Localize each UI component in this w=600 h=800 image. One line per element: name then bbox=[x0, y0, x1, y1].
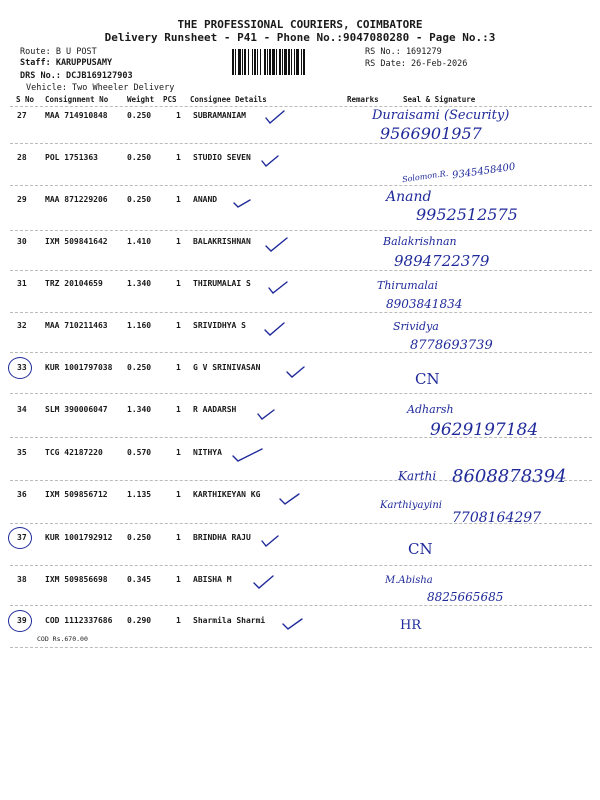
row-weight: 1.160 bbox=[127, 321, 152, 330]
signature-phone: 8825665685 bbox=[427, 590, 504, 604]
row-pcs: 1 bbox=[176, 363, 181, 372]
row-sno: 29 bbox=[17, 195, 27, 204]
row-consignment: POL 1751363 bbox=[45, 153, 98, 162]
signature-name: Adharsh bbox=[407, 403, 454, 416]
row-weight: 1.410 bbox=[127, 237, 152, 246]
row-sno: 30 bbox=[17, 237, 27, 246]
row-consignment: MAA 710211463 bbox=[45, 321, 108, 330]
signature-name: Anand bbox=[386, 189, 432, 205]
row-weight: 0.570 bbox=[127, 448, 152, 457]
row-pcs: 1 bbox=[176, 153, 181, 162]
rs-number: RS No.: 1691279 bbox=[365, 47, 442, 57]
row-pcs: 1 bbox=[176, 490, 181, 499]
tick-icon bbox=[262, 156, 278, 166]
tick-icon bbox=[262, 536, 278, 546]
row-consignee: ANAND bbox=[193, 195, 218, 204]
col-consignment: Consignment No bbox=[45, 95, 109, 104]
row-consignee: BRINDHA RAJU bbox=[193, 533, 251, 542]
row-consignment: KUR 1001797038 bbox=[45, 363, 113, 372]
signature-phone: 9952512575 bbox=[416, 205, 518, 224]
row-pcs: 1 bbox=[176, 448, 181, 457]
row-sno: 28 bbox=[17, 153, 27, 162]
signature-name: CN bbox=[415, 370, 440, 388]
row-consignee: KARTHIKEYAN KG bbox=[193, 490, 261, 499]
row-pcs: 1 bbox=[176, 237, 181, 246]
row-sno: 38 bbox=[17, 575, 27, 584]
row-pcs: 1 bbox=[176, 279, 181, 288]
staff-label: Staff: KARUPPUSAMY bbox=[20, 58, 113, 68]
company-title: THE PROFESSIONAL COURIERS, COIMBATORE bbox=[177, 18, 423, 31]
row-sno: 27 bbox=[17, 111, 27, 120]
route-label: Route: B U POST bbox=[20, 47, 97, 57]
row-consignee: R AADARSH bbox=[193, 405, 237, 414]
row-sno: 32 bbox=[17, 321, 27, 330]
row-pcs: 1 bbox=[176, 533, 181, 542]
row-pcs: 1 bbox=[176, 321, 181, 330]
signature-phone: 9345458400 bbox=[451, 161, 517, 182]
tick-icon bbox=[280, 494, 299, 504]
row-consignment: TRZ 20104659 bbox=[45, 279, 103, 288]
signature-name-extra: Karthiyayini bbox=[380, 500, 442, 511]
row-consignment: TCG 42187220 bbox=[45, 448, 103, 457]
row-weight: 1.340 bbox=[127, 405, 152, 414]
col-consignee: Consignee Details bbox=[190, 95, 267, 104]
row-consignee: G V SRINIVASAN bbox=[193, 363, 261, 372]
rs-date: RS Date: 26-Feb-2026 bbox=[365, 59, 468, 69]
row-pcs: 1 bbox=[176, 111, 181, 120]
row-weight: 1.135 bbox=[127, 490, 152, 499]
row-weight: 0.290 bbox=[127, 616, 152, 625]
col-weight: Weight bbox=[127, 95, 155, 104]
tick-icon bbox=[265, 323, 284, 335]
row-sno: 34 bbox=[17, 405, 27, 414]
signature-name: Karthi bbox=[398, 469, 437, 483]
row-consignee: STUDIO SEVEN bbox=[193, 153, 251, 162]
signature-name: HR bbox=[400, 618, 422, 633]
drs-label: DRS No.: DCJB169127903 bbox=[20, 71, 133, 81]
row-weight: 0.250 bbox=[127, 363, 152, 372]
signature-phone: 9894722379 bbox=[394, 252, 490, 270]
tick-icon bbox=[266, 238, 287, 251]
runsheet-title: Delivery Runsheet - P41 - Phone No.:9047080280 - Page No.:3 bbox=[104, 31, 496, 44]
row-pcs: 1 bbox=[176, 195, 181, 204]
row-consignee: THIRUMALAI S bbox=[193, 279, 251, 288]
row-sno: 31 bbox=[17, 279, 27, 288]
tick-icon bbox=[266, 111, 284, 123]
signature-name: Balakrishnan bbox=[383, 235, 457, 248]
row-consignee: ABISHA M bbox=[193, 575, 232, 584]
row-consignment: COD 1112337686 bbox=[45, 616, 113, 625]
row-sno: 33 bbox=[17, 363, 27, 372]
signature-name: Duraisami (Security) bbox=[372, 108, 510, 123]
row-sno: 39 bbox=[17, 616, 27, 625]
row-weight: 0.250 bbox=[127, 153, 152, 162]
row-sno: 36 bbox=[17, 490, 27, 499]
tick-icon bbox=[283, 619, 302, 629]
cod-amount: COD Rs.670.00 bbox=[37, 635, 88, 643]
row-consignment: KUR 1001792912 bbox=[45, 533, 113, 542]
signature-name: CN bbox=[408, 540, 433, 558]
col-signature: Seal & Signature bbox=[403, 95, 476, 104]
row-weight: 0.250 bbox=[127, 195, 152, 204]
signature-phone: 9566901957 bbox=[380, 124, 482, 143]
row-weight: 1.340 bbox=[127, 279, 152, 288]
row-sno: 37 bbox=[17, 533, 27, 542]
row-pcs: 1 bbox=[176, 405, 181, 414]
signature-phone: 9629197184 bbox=[430, 420, 539, 440]
col-remarks: Remarks bbox=[347, 95, 379, 104]
tick-icon bbox=[258, 410, 274, 419]
row-sno: 35 bbox=[17, 448, 27, 457]
signature-name: Thirumalai bbox=[377, 279, 438, 292]
row-consignee: BALAKRISHNAN bbox=[193, 237, 251, 246]
row-consignment: SLM 390006047 bbox=[45, 405, 108, 414]
row-pcs: 1 bbox=[176, 616, 181, 625]
row-consignee: SRIVIDHYA S bbox=[193, 321, 246, 330]
row-consignment: IXM 509856698 bbox=[45, 575, 108, 584]
tick-icon bbox=[254, 576, 273, 588]
row-consignment: IXM 509841642 bbox=[45, 237, 108, 246]
signature-name: Srividya bbox=[393, 320, 439, 333]
row-weight: 0.250 bbox=[127, 111, 152, 120]
row-consignment: MAA 871229206 bbox=[45, 195, 108, 204]
signature-name: M.Abisha bbox=[385, 575, 433, 586]
row-weight: 0.345 bbox=[127, 575, 152, 584]
row-weight: 0.250 bbox=[127, 533, 152, 542]
signature-phone: 8778693739 bbox=[410, 338, 493, 353]
row-pcs: 1 bbox=[176, 575, 181, 584]
signature-phone: 8903841834 bbox=[386, 297, 463, 311]
signature-phone-extra: 7708164297 bbox=[452, 510, 542, 526]
vehicle-label: Vehicle: Two Wheeler Delivery bbox=[26, 83, 175, 93]
tick-icon bbox=[287, 367, 304, 377]
signature-name: Solomon.R. bbox=[401, 168, 449, 185]
tick-icon bbox=[233, 449, 262, 461]
row-consignee: SUBRAMANIAM bbox=[193, 111, 246, 120]
row-consignment: MAA 714910848 bbox=[45, 111, 108, 120]
col-sno: S No bbox=[16, 95, 35, 104]
col-pcs: PCS bbox=[163, 95, 177, 104]
tick-icon bbox=[269, 282, 287, 293]
row-consignee: NITHYA bbox=[193, 448, 222, 457]
signature-phone: 8608878394 bbox=[452, 466, 567, 487]
tick-icon bbox=[234, 200, 250, 207]
row-consignment: IXM 509856712 bbox=[45, 490, 108, 499]
row-consignee: Sharmila Sharmi bbox=[193, 616, 266, 625]
